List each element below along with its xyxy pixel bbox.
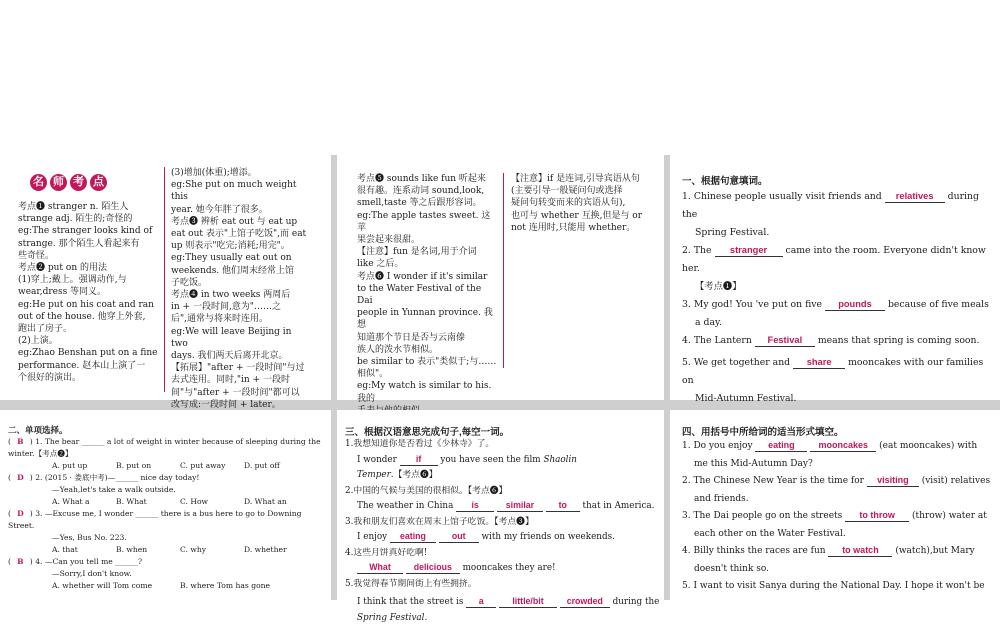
exercise-item: 2. The Chinese New Year is the time for visiting (visit) relatives	[682, 473, 996, 491]
line: 知道那个节日是否与云南傣	[357, 332, 499, 344]
line: performance. 赵本山上演了一	[18, 360, 160, 372]
options-row: A. whether will Tom come B. where Tom has gone	[8, 580, 326, 592]
answer-blank[interactable]: eating	[390, 531, 436, 543]
line: 后",通常与将来时连用。	[171, 313, 311, 325]
line: 去式连用。同时,"in + 一段时	[171, 374, 311, 386]
answer-blank[interactable]: share	[793, 357, 845, 369]
section-header: 一、根据句意填词。	[682, 173, 768, 187]
line: weekends. 他们周末经常上馆	[171, 265, 311, 277]
exercise-cont: me this Mid-Autumn Day?	[682, 456, 996, 474]
line: people in Yunnan province. 我想	[357, 307, 499, 331]
exercise-list	[682, 188, 994, 408]
line: 很有趣。连系动词 sound,look,	[357, 185, 499, 197]
banner-char: 师	[50, 174, 67, 191]
panel-multiple-choice	[0, 410, 331, 600]
line: strange adj. 陌生的;奇怪的	[18, 213, 160, 225]
line: be similar to 表示"类似于;与……	[357, 356, 499, 368]
exercise-en: I enjoy eating out with my friends on weekends.	[345, 530, 660, 546]
exercise-item: 5. I want to visit Sanya during the National Day. I hope it won't be	[682, 578, 996, 596]
question-line2: —Yeah,let's take a walk outside.	[8, 484, 326, 496]
answer-blank[interactable]: to	[546, 500, 580, 512]
right-column	[171, 167, 311, 411]
exercise-list	[345, 437, 660, 626]
exercise-item: 3. The Dai people go on the streets to throw (throw) water at	[682, 508, 996, 526]
exercise-cn: 1.我想知道你是否看过《少林寺》了。	[345, 437, 660, 453]
line: 【注意】fun 是名词,用于介词	[357, 246, 499, 258]
answer-mark: B	[13, 556, 27, 568]
exercise-cont: a day.	[682, 314, 994, 332]
banner-char: 名	[30, 174, 47, 191]
line: not 连用时,只能用 whether。	[511, 222, 657, 234]
exercise-cont: each other on the Water Festival.	[682, 526, 996, 544]
line: 跑出了房子。	[18, 323, 160, 335]
question-line2: —Sorry,I don't know.	[8, 568, 326, 580]
panel-key-points-2	[337, 155, 664, 400]
answer-blank[interactable]: delicious	[406, 562, 460, 574]
question: ( D ) 2. (2015 · 娄底中考)—______ nice day today!	[8, 472, 326, 484]
left-column	[18, 201, 160, 384]
exercise-item: 3. My god! You 've put on five pounds because of five meals	[682, 296, 994, 314]
panel-translation	[337, 410, 664, 600]
exercise-item: 4. The Lantern Festival means that spring is coming soon.	[682, 332, 994, 350]
line: 改写成:一段时间 + later。	[171, 399, 311, 411]
section-header: 四、用括号中所给词的适当形式填空。	[682, 424, 844, 438]
line: 考点❺ sounds like fun 听起来	[357, 173, 499, 185]
answer-blank[interactable]: crowded	[560, 596, 610, 608]
line: up 则表示"吃完;消耗;用完"。	[171, 240, 311, 252]
exercise-item: 2. The stranger came into the room. Everyone didn't know her.	[682, 242, 994, 278]
answer-blank[interactable]: eating	[755, 440, 807, 452]
line: eg:They usually eat out on	[171, 252, 311, 264]
line: eg:My watch is similar to his. 我的	[357, 380, 499, 404]
section-header: 三、根据汉语意思完成句子,每空一词。	[345, 424, 509, 438]
answer-blank[interactable]: to watch	[828, 545, 892, 557]
banner-char: 点	[90, 174, 107, 191]
options-row: A. put up B. put on C. put away D. put off	[8, 460, 326, 472]
exercise-cn: 4.这些月饼真好吃啊!	[345, 546, 660, 562]
panel-fill-words	[670, 155, 1000, 400]
exercise-cn: 5.我觉得春节期间街上有些拥挤。	[345, 577, 660, 593]
banner-char: 考	[70, 174, 87, 191]
line: eat out 表示"上馆子吃饭",而 eat	[171, 228, 311, 240]
answer-blank[interactable]: visiting	[867, 475, 919, 487]
line: 间"与"after + 一段时间"都可以	[171, 387, 311, 399]
line: eg:Zhao Benshan put on a fine	[18, 347, 160, 359]
line: in + 一段时间,意为"……之	[171, 301, 311, 313]
exercise-cn: 2.中国的气候与美国的很相似。【考点❻】	[345, 484, 660, 500]
panel-word-forms	[670, 410, 1000, 600]
line: 考点❸ 辨析 eat out 与 eat up	[171, 216, 311, 228]
line: eg:She put on much weight this	[171, 179, 311, 203]
exercise-cont: Spring Festival.	[345, 611, 660, 626]
line: eg:We will leave Beijing in two	[171, 326, 311, 350]
options-row: A. What a B. What C. How D. What an	[8, 496, 326, 508]
line: 考点❻ I wonder if it's similar	[357, 271, 499, 283]
line: 疑问句转变而来的宾语从句),	[511, 197, 657, 209]
answer-mark: B	[13, 436, 27, 448]
line: (主要引导一般疑问句或选择	[511, 185, 657, 197]
exercise-cont: Spring Festival.	[682, 224, 994, 242]
answer-blank[interactable]: is	[456, 500, 494, 512]
line: 些奇怪。	[18, 250, 160, 262]
exercise-item: 1. Chinese people usually visit friends and relatives during the	[682, 188, 994, 224]
line: 【注意】if 是连词,引导宾语从句	[511, 173, 657, 185]
exercise-en: I wonder if you have seen the film Shaolin Temper.【考点❻】	[345, 453, 660, 484]
line: 考点❶ stranger n. 陌生人	[18, 201, 160, 213]
exercise-cont: doesn't think so.	[682, 561, 996, 579]
column-divider	[503, 173, 504, 368]
line: year. 她今年胖了很多。	[171, 204, 311, 216]
exercise-list	[682, 438, 996, 596]
answer-blank[interactable]: mooncakes	[810, 440, 876, 452]
line: 【拓展】"after + 一段时间"与过	[171, 362, 311, 374]
line: eg:He put on his coat and ran	[18, 299, 160, 311]
answer-blank[interactable]: What	[357, 562, 403, 574]
column-divider	[164, 167, 165, 392]
exercise-item: 4. Billy thinks the races are fun to watch (watch),but Mary	[682, 543, 996, 561]
answer-blank[interactable]: if	[400, 454, 438, 466]
line: out of the house. 他穿上外套,	[18, 311, 160, 323]
answer-blank[interactable]: similar	[497, 500, 543, 512]
line: (3)增加(体重);增添。	[171, 167, 311, 179]
answer-mark: D	[13, 472, 27, 484]
line: (2)上演。	[18, 335, 160, 347]
line: 考点❷ put on 的用法	[18, 262, 160, 274]
line: 考点❹ in two weeks 两周后	[171, 289, 311, 301]
line: wear,dress 等同义。	[18, 286, 160, 298]
exercise-item: 1. Do you enjoy eating mooncakes (eat mooncakes) with	[682, 438, 996, 456]
question-list	[8, 436, 326, 592]
line: like 之后。	[357, 258, 499, 270]
line: 果尝起来很甜。	[357, 234, 499, 246]
line: eg:The apple tastes sweet. 这苹	[357, 210, 499, 234]
answer-blank[interactable]: relatives	[885, 191, 945, 203]
banner-famous-teacher-points	[30, 171, 110, 193]
question: ( D ) 3. —Excuse me, I wonder ______ there is a bus here to go to Downing Street.	[8, 508, 326, 532]
line: 族人的泼水节相似。	[357, 344, 499, 356]
question-line2: —Yes, Bus No. 223.	[8, 532, 326, 544]
line: strange. 那个陌生人看起来有	[18, 238, 160, 250]
line: 子吃饭。	[171, 277, 311, 289]
exercise-en: I think that the street is a little/bit crowded during the	[345, 595, 660, 611]
options-row: A. that B. when C. why D. whether	[8, 544, 326, 556]
exercise-cn: 3.我和朋友们喜欢在周末上馆子吃饭。【考点❸】	[345, 515, 660, 531]
line: (1)穿上;戴上。强调动作,与	[18, 274, 160, 286]
answer-blank[interactable]: stranger	[715, 245, 783, 257]
line: 个很好的演出。	[18, 372, 160, 384]
right-column	[511, 173, 657, 234]
panel-key-points-1	[0, 155, 331, 400]
answer-mark: D	[13, 508, 27, 520]
exercise-en: The weather in China is similar to that in America.	[345, 499, 660, 515]
line: 相似"。	[357, 368, 499, 380]
exercise-item: 5. We get together and share mooncakes with our families on	[682, 354, 994, 390]
answer-blank[interactable]: Festival	[755, 335, 815, 347]
line: to the Water Festival of the Dai	[357, 283, 499, 307]
line: 也可与 whether 互换,但是与 or	[511, 210, 657, 222]
line: eg:The stranger looks kind of	[18, 225, 160, 237]
exercise-cont: and friends.	[682, 491, 996, 509]
question: ( B ) 4. —Can you tell me ______?	[8, 556, 326, 568]
answer-blank[interactable]: little/bit	[499, 596, 557, 608]
line: smell,taste 等之后跟形容词。	[357, 197, 499, 209]
answer-blank[interactable]: out	[439, 531, 479, 543]
line: days. 我们两天后离开北京。	[171, 350, 311, 362]
answer-blank[interactable]: a	[466, 596, 496, 608]
exercise-cont: 【考点❶】	[682, 278, 994, 296]
section-header: 二、单项选择。	[8, 424, 68, 436]
answer-blank[interactable]: pounds	[825, 299, 885, 311]
answer-blank[interactable]: to throw	[845, 510, 909, 522]
question: ( B ) 1. The bear ______ a lot of weight in winter because of sleeping during the winter.【考点❷】	[8, 436, 326, 460]
exercise-en: What delicious mooncakes they are!	[345, 561, 660, 577]
exercise-cont: Mid-Autumn Festival.	[682, 390, 994, 408]
left-column	[357, 173, 499, 417]
